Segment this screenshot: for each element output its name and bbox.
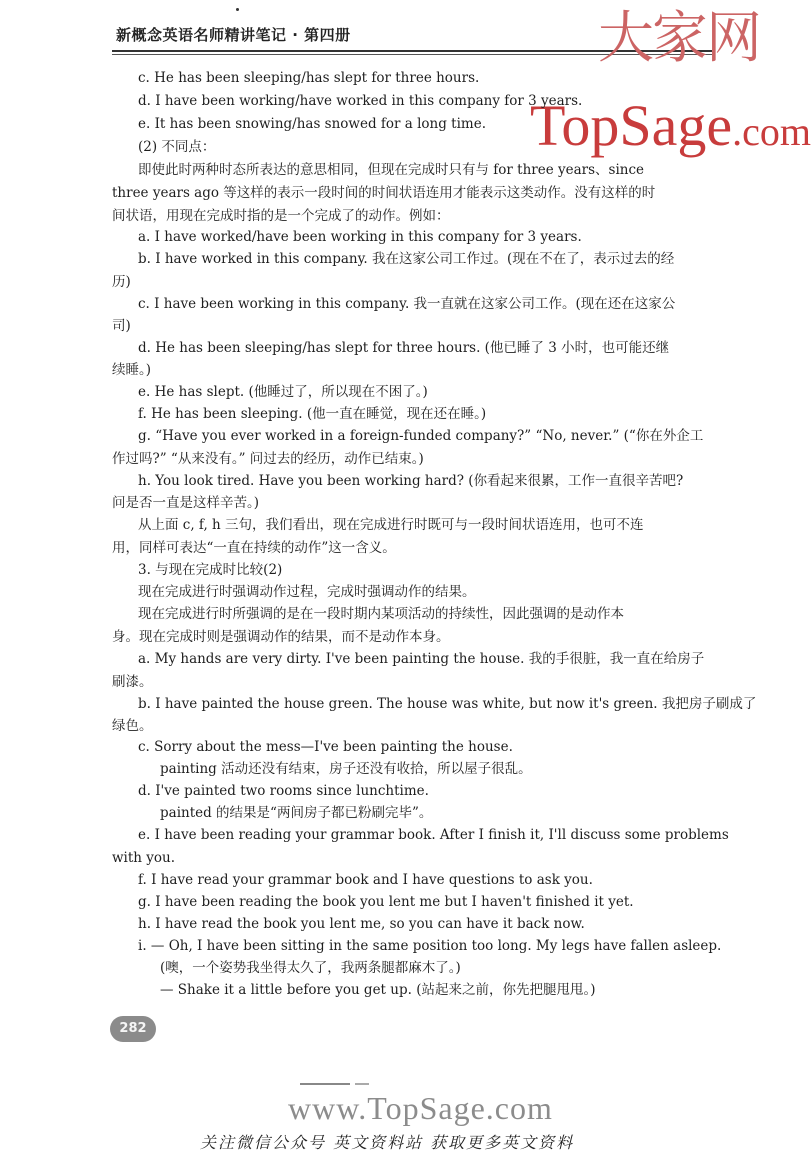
text-line: b. I have painted the house green. The house was white, but now it's green. 我把房子刷成了 — [138, 696, 757, 712]
text-line: e. He has slept. (他睡过了，所以现在不困了。) — [138, 384, 428, 400]
watermark-en-suffix: .com — [732, 109, 811, 154]
text-line: d. I have been working/have worked in this company for 3 years. — [138, 93, 583, 109]
text-line: 问是否一直是这样辛苦。) — [112, 495, 260, 511]
scan-artifact — [300, 1083, 350, 1085]
footer-watermark-url: www.TopSage.com — [288, 1090, 553, 1126]
text-line: 从上面 c, f, h 三句，我们看出，现在完成进行时既可与一段时间状语连用，也可不连 — [138, 517, 644, 533]
text-line: e. It has been snowing/has snowed for a long time. — [138, 116, 486, 132]
text-line: three years ago 等这样的表示一段时间的时间状语连用才能表示这类动作。没有这样的时 — [112, 185, 656, 201]
text-line: 即使此时两种时态所表达的意思相同，但现在完成时只有与 for three years、since — [138, 162, 645, 178]
text-line: 用，同样可表达“一直在持续的动作”这一含义。 — [112, 540, 396, 556]
text-line: 续睡。) — [112, 362, 152, 378]
text-line: i. — Oh, I have been sitting in the same position too long. My legs have fallen asleep. — [138, 938, 722, 954]
text-line: 刷漆。 — [112, 674, 153, 690]
text-line: 间状语，用现在完成时指的是一个完成了的动作。例如： — [112, 208, 450, 224]
text-line: painting 活动还没有结束，房子还没有收拾，所以屋子很乱。 — [160, 761, 532, 777]
text-line: g. I have been reading the book you lent me but I haven't finished it yet. — [138, 894, 634, 910]
text-line: 现在完成进行时强调动作过程，完成时强调动作的结果。 — [138, 584, 476, 600]
text-line: c. He has been sleeping/has slept for three hours. — [138, 70, 480, 86]
text-line: 司) — [112, 318, 131, 334]
text-line: 现在完成进行时所强调的是在一段时期内某项活动的持续性，因此强调的是动作本 — [138, 606, 624, 622]
section-heading: 3. 与现在完成时比较(2) — [138, 562, 283, 578]
text-line: h. I have read the book you lent me, so you can have it back now. — [138, 916, 585, 932]
text-line: c. Sorry about the mess—I've been painting the house. — [138, 739, 513, 755]
text-line: e. I have been reading your grammar book. After I finish it, I'll discuss some problems — [138, 827, 729, 843]
text-line: f. I have read your grammar book and I have questions to ask you. — [138, 872, 593, 888]
text-line: h. You look tired. Have you been working hard? (你看起来很累，工作一直很辛苦吧? — [138, 473, 684, 489]
text-line: d. He has been sleeping/has slept for three hours. (他已睡了 3 小时，也可能还继 — [138, 340, 670, 356]
text-line: — Shake it a little before you get up. (站起来之前，你先把腿甩甩。) — [160, 982, 596, 998]
text-line: 历) — [112, 274, 131, 290]
text-line: g. “Have you ever worked in a foreign-funded company?” “No, never.” (“你在外企工 — [138, 428, 704, 444]
footer-note: 关注微信公众号 英文资料站 获取更多英文资料 — [200, 1133, 575, 1152]
section-heading: (2) 不同点： — [138, 139, 216, 155]
running-header: 新概念英语名师精讲笔记 · 第四册 — [116, 26, 351, 44]
text-line: f. He has been sleeping. (他一直在睡觉，现在还在睡。) — [138, 406, 487, 422]
text-line: b. I have worked in this company. 我在这家公司工作过。(现在不在了，表示过去的经 — [138, 251, 675, 267]
watermark-en-main: TopSage — [530, 93, 733, 158]
text-line: d. I've painted two rooms since lunchtime. — [138, 783, 429, 799]
page-number: 282 — [110, 1016, 156, 1042]
text-line: 身。现在完成时则是强调动作的结果，而不是动作本身。 — [112, 629, 450, 645]
text-line: c. I have been working in this company. 我一直就在这家公司工作。(现在还在这家公 — [138, 296, 676, 312]
text-line: 绿色。 — [112, 718, 153, 734]
watermark-cn: 大家网 — [598, 6, 760, 71]
scan-artifact — [355, 1083, 369, 1085]
text-line: a. My hands are very dirty. I've been painting the house. 我的手很脏，我一直在给房子 — [138, 651, 705, 667]
text-line: (噢，一个姿势我坐得太久了，我两条腿都麻木了。) — [160, 960, 461, 976]
text-line: a. I have worked/have been working in this company for 3 years. — [138, 229, 582, 245]
text-line: with you. — [112, 850, 176, 866]
text-line: painted 的结果是“两间房子都已粉刷完毕”。 — [160, 805, 433, 821]
text-line: 作过吗?” “从来没有。” 问过去的经历，动作已结束。) — [112, 451, 424, 467]
